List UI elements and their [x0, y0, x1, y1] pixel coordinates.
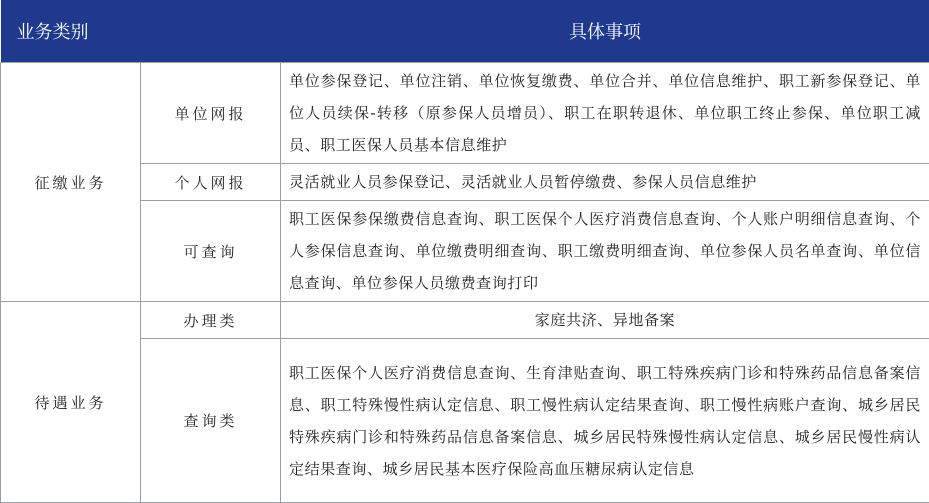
item-list: 单位参保登记、单位注销、单位恢复缴费、单位合并、单位信息维护、职工新参保登记、单位人员续保-转移（原参保人员增员）、职工在职转退休、单位职工终止参保、单位职工减员、职工医保人员基本信息维护: [281, 63, 929, 164]
table-row: [1, 302, 929, 339]
table-row: [1, 164, 929, 201]
header-row: [1, 0, 929, 63]
header-category: 业务类别: [1, 0, 281, 63]
table-row: [1, 63, 929, 164]
sub-category: 可查询: [141, 201, 281, 302]
item-list: 职工医保个人医疗消费信息查询、生育津贴查询、职工特殊疾病门诊和特殊药品信息备案信息、职工特殊慢性病认定信息、职工慢性病认定结果查询、职工慢性病账户查询、城乡居民特殊疾病门诊和特殊药品信息备案信息、城乡居民特殊慢性病认定信息、城乡居民慢性病认定结果查询、城乡居民基本医疗保险高血压糖尿病认定信息: [281, 339, 929, 503]
table-row: [1, 339, 929, 503]
sub-category: 查询类: [141, 339, 281, 503]
item-list: 家庭共济、异地备案: [281, 302, 929, 339]
category-collection: 征缴业务: [1, 63, 141, 302]
header-items: 具体事项: [281, 0, 929, 63]
item-list: 灵活就业人员参保登记、灵活就业人员暂停缴费、参保人员信息维护: [281, 164, 929, 201]
category-benefits: 待遇业务: [1, 302, 141, 503]
table-row: [1, 201, 929, 302]
sub-category: 单位网报: [141, 63, 281, 164]
item-list: 职工医保参保缴费信息查询、职工医保个人医疗消费信息查询、个人账户明细信息查询、个人参保信息查询、单位缴费明细查询、职工缴费明细查询、单位参保人员名单查询、单位信息查询、单位参保人员缴费查询打印: [281, 201, 929, 302]
sub-category: 办理类: [141, 302, 281, 339]
sub-category: 个人网报: [141, 164, 281, 201]
